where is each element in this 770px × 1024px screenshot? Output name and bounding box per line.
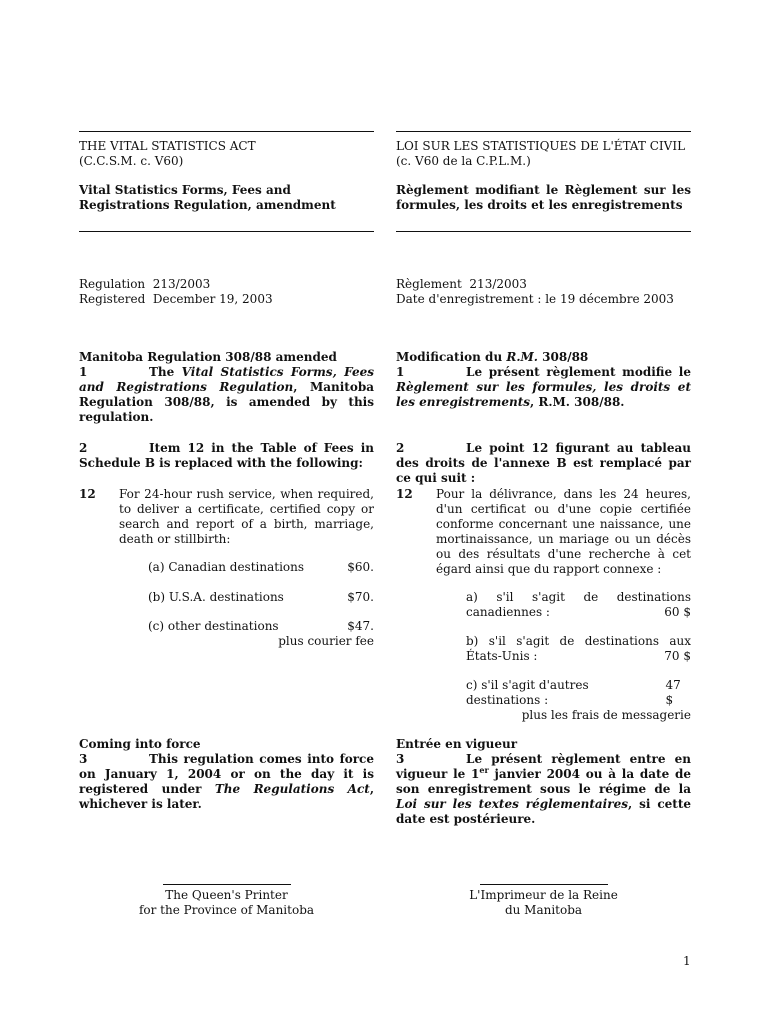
signature-line1-en: The Queen's Printer <box>165 888 288 902</box>
header-bottom-rule-en <box>79 231 374 232</box>
section-number: 3 <box>79 752 88 766</box>
fee-amount: 60 $ <box>664 605 691 619</box>
fee-amount: 47 $ <box>665 678 681 707</box>
section-3-heading-en: Coming into force <box>79 737 201 751</box>
section-1-text-pre-en: The <box>149 365 182 379</box>
section-3-text-post-fr: , si cette date est postérieure. <box>396 797 691 826</box>
section-1-heading-post-fr: 308/88 <box>537 350 589 364</box>
fee-row-a-en <box>148 560 374 575</box>
section-1-text-italic-fr: Règlement sur les formules, les droits et les enregistrements <box>396 380 691 409</box>
act-name-en: THE VITAL STATISTICS ACT <box>79 139 256 153</box>
section-1-text-post-en: , Manitoba Regulation 308/88, is amended by this regulation. <box>79 380 374 424</box>
section-3-fr <box>396 737 691 827</box>
fee-amount: $60. <box>347 560 374 574</box>
section-number: 3 <box>396 752 405 766</box>
section-3-text-fr <box>396 752 691 827</box>
section-1-heading-fr <box>396 350 691 365</box>
section-3-heading-fr: Entrée en vigueur <box>396 737 518 751</box>
regulation-number-fr: Règlement 213/2003 <box>396 277 527 291</box>
fee-amount: $47. <box>347 619 374 633</box>
section-2-fr <box>396 441 691 486</box>
fee-row-c-fr <box>466 678 691 723</box>
signature-line2-en: for the Province of Manitoba <box>138 903 315 917</box>
section-3-en <box>79 737 374 812</box>
section-1-text-fr <box>396 365 691 410</box>
fee-row-c-en <box>148 619 374 649</box>
section-3-text-en <box>79 752 374 812</box>
signature-line2-fr: du Manitoba <box>504 903 583 917</box>
fee-note: plus courier fee <box>278 634 374 648</box>
act-name-fr: LOI SUR LES STATISTIQUES DE L'ÉTAT CIVIL <box>396 139 686 153</box>
fee-label: b) s'il s'agit de destinations aux États-Unis : <box>466 634 691 663</box>
header-bottom-rule-fr <box>396 231 691 232</box>
section-3-text-italic-en: The Regulations Act <box>214 782 370 796</box>
header-top-rule-fr <box>396 131 691 132</box>
fee-amount: 70 $ <box>664 649 691 663</box>
section-3-sup-fr: er <box>479 765 489 775</box>
regulation-number-en: Regulation 213/2003 <box>79 277 211 291</box>
fee-row-b-en <box>148 590 374 605</box>
fee-label: c) s'il s'agit d'autres destinations : <box>466 678 589 707</box>
fee-label: (c) other destinations <box>148 619 279 633</box>
item-number-en: 12 <box>79 487 96 501</box>
section-number: 1 <box>396 365 405 379</box>
signature-line-fr <box>480 884 608 885</box>
signature-en <box>79 884 374 918</box>
act-ref-fr: (c. V60 de la C.P.L.M.) <box>396 154 531 168</box>
section-1-text-post-fr: , R.M. 308/88. <box>530 395 625 409</box>
item-12-text-en: For 24-hour rush service, when required, to deliver a certificate, certified copy or search and report of a birth, marriage, death or stillbirth: <box>119 487 374 546</box>
header-fr <box>396 139 691 213</box>
section-1-text-en <box>79 365 374 425</box>
fee-label: a) s'il s'agit de destinations canadiennes : <box>466 590 691 619</box>
fee-label: (a) Canadian destinations <box>148 560 305 574</box>
registered-date-fr: Date d'enregistrement : le 19 décembre 2003 <box>396 292 674 306</box>
section-3-text-b-fr: janvier 2004 ou à la date de son enregistrement sous le régime de la <box>396 767 691 796</box>
signature-fr <box>396 884 691 918</box>
section-1-en <box>79 350 374 425</box>
section-1-heading-italic-fr: R.M. <box>506 350 538 364</box>
signature-line-en <box>163 884 291 885</box>
registration-fr <box>396 277 691 307</box>
header-top-rule-en <box>79 131 374 132</box>
section-2-text-en: Item 12 in the Table of Fees in Schedule B is replaced with the following: <box>79 441 374 470</box>
section-1-text-pre-fr: Le présent règlement modifie le <box>466 365 691 379</box>
item-number-fr: 12 <box>396 487 413 501</box>
fee-note: plus les frais de messagerie <box>521 708 691 722</box>
fee-label: (b) U.S.A. destinations <box>148 590 284 604</box>
fee-row-b-fr <box>466 634 691 664</box>
regulation-title-en: Vital Statistics Forms, Fees and Registrations Regulation, amendment <box>79 183 336 212</box>
item-12-fr <box>396 487 691 577</box>
section-number: 2 <box>79 441 88 455</box>
registration-en <box>79 277 374 307</box>
item-12-text-fr: Pour la délivrance, dans les 24 heures, d'un certificat ou d'une copie certifiée conforme concernant une naissance, une mortinaissance, un mariage ou un décès ou des résultats d'une recherche à cet égard ainsi que du rapport connexe : <box>436 487 691 576</box>
item-12-en <box>79 487 374 547</box>
section-3-text-post-en: , whichever is later. <box>79 782 375 811</box>
regulation-title-fr: Règlement modifiant le Règlement sur les formules, les droits et les enregistrements <box>396 183 691 212</box>
fee-row-a-fr <box>466 590 691 620</box>
fee-amount: $70. <box>347 590 374 604</box>
section-number: 1 <box>79 365 88 379</box>
section-2-en <box>79 441 374 471</box>
section-2-text-fr: Le point 12 figurant au tableau des droits de l'annexe B est remplacé par ce qui suit : <box>396 441 691 485</box>
section-1-text-italic-en: Vital Statistics Forms, Fees and Registrations Regulation <box>79 365 374 394</box>
section-3-text-italic-fr: Loi sur les textes réglementaires <box>396 797 628 811</box>
page-number: 1 <box>683 954 691 968</box>
signature-line1-fr: L'Imprimeur de la Reine <box>469 888 618 902</box>
act-ref-en: (C.C.S.M. c. V60) <box>79 154 184 168</box>
section-number: 2 <box>396 441 405 455</box>
registered-date-en: Registered December 19, 2003 <box>79 292 273 306</box>
header-en <box>79 139 374 213</box>
section-3-text-a-fr: Le présent règlement entre en vigueur le 1 <box>396 752 691 781</box>
section-3-text-pre-en: This regulation comes into force on January 1, 2004 or on the day it is registered under <box>79 752 374 796</box>
section-1-heading-en: Manitoba Regulation 308/88 amended <box>79 350 337 364</box>
section-1-heading-pre-fr: Modification du <box>396 350 507 364</box>
section-1-fr <box>396 350 691 410</box>
